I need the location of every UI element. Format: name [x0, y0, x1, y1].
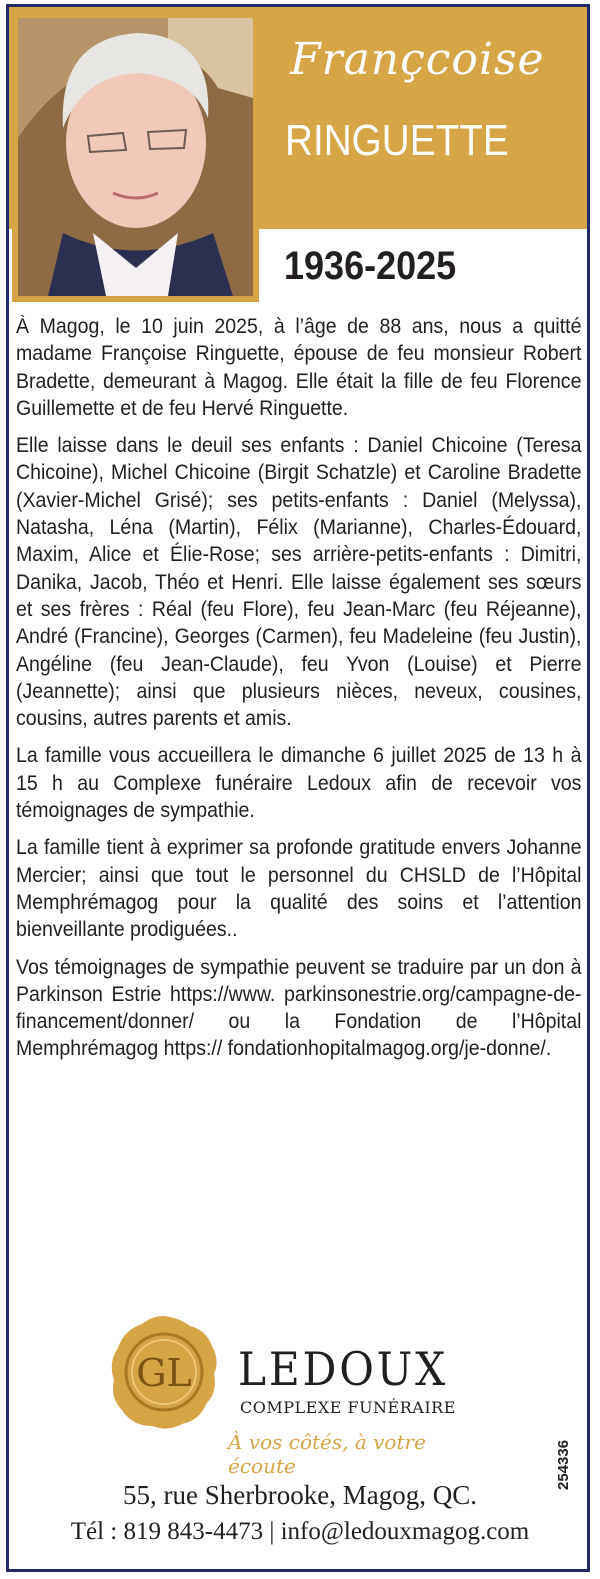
funeral-home-contact: Tél : 819 843-4473 | info@ledouxmagog.com: [70, 1518, 530, 1545]
ad-reference-number: 254336: [555, 1439, 572, 1490]
paragraph-death-notice: À Magog, le 10 juin 2025, à l’âge de 88 ans, nous a quitté madame Françoise Ringuette, épouse de feu monsieur Robert Bradette, demeurant à Magog. Elle était la fille de feu Florence Guillemette et de feu Hervé Ringuette.: [16, 315, 582, 420]
paragraph-gratitude: La famille tient à exprimer sa profonde gratitude envers Johanne Mercier; ainsi que tout le personnel du CHSLD de l’Hôpital Memphrémagog pour la qualité des soins et l’attention bienveillante prodiguées..: [16, 836, 582, 942]
ledoux-seal-logo: [108, 1312, 220, 1434]
portrait-photo: [12, 12, 259, 302]
paragraph-donations: Vos témoignages de sympathie peuvent se traduire par un don à Parkinson Estrie https://www. parkinsonestrie.org/campagne-de-financement/donner/ ou la Fondation de l’Hôpital Memphrémagog https:// fondationhopitalmagog.org/je-donne/.: [16, 955, 582, 1061]
last-name: RINGUETTE: [285, 116, 509, 165]
funeral-home-address: 55, rue Sherbrooke, Magog, QC.: [123, 1480, 477, 1510]
obituary-text: [16, 313, 581, 1073]
life-years: 1936-2025: [284, 244, 457, 288]
ledoux-subtitle: COMPLEXE FUNÉRAIRE: [240, 1398, 456, 1417]
seal-monogram: GL: [136, 1351, 192, 1395]
ledoux-tagline: À vos côtés, à votre écoute: [228, 1430, 426, 1478]
first-name: Françcoise: [290, 34, 545, 85]
paragraph-visitation: La famille vous accueillera le dimanche 6 juillet 2025 de 13 h à 15 h au Complexe funéraire Ledoux afin de recevoir vos témoignages de sympathie.: [16, 744, 582, 823]
paragraph-survivors: Elle laisse dans le deuil ses enfants : Daniel Chicoine (Teresa Chicoine), Michel Chicoine (Birgit Schatzle) et Caroline Bradette (Xavier-Michel Grisé); ses petits-enfants : Daniel (Melyssa), Natasha, Léna (Martin), Félix (Marianne), Charles-Édouard, Maxim, Alice et Élie-Rose; ses arrière-petits-enfants : Dimitri, Danika, Jacob, Théo et Henri. Elle laisse également ses sœurs et ses frères : Réal (feu Flore), feu Jean-Marc (feu Réjeanne), André (Francine), Georges (Carmen), feu Madeleine (feu Justin), Angéline (feu Jean-Claude), feu Yvon (Louise) et Pierre (Jeannette); ainsi que plusieurs nièces, neveux, cousines, cousins, autres parents et amis.: [16, 434, 582, 731]
ledoux-wordmark: LEDOUX: [238, 1342, 448, 1396]
